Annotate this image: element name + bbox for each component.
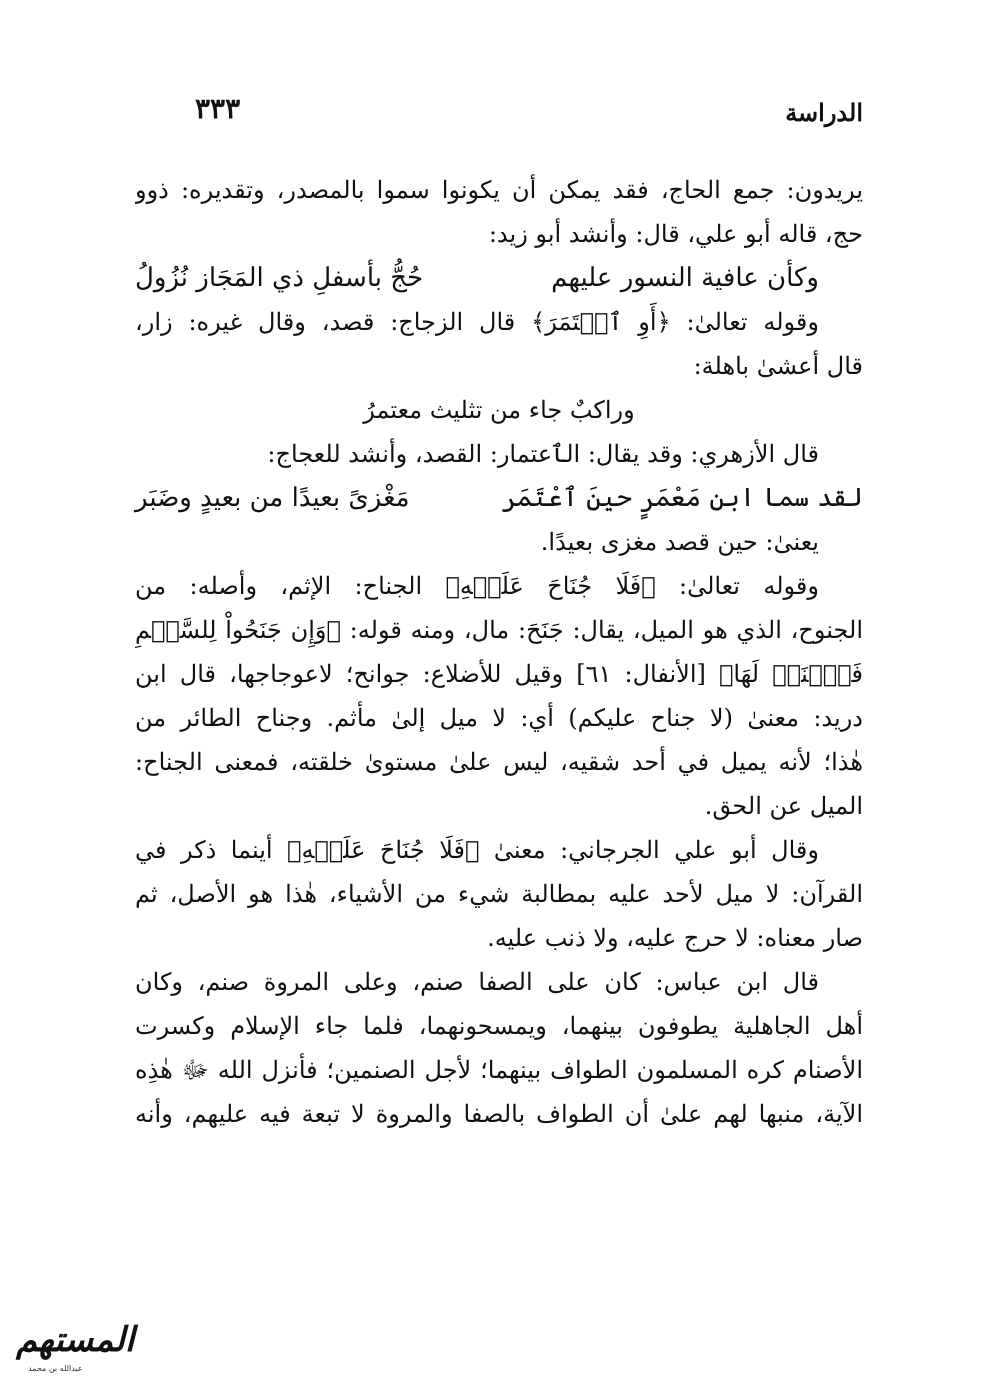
text-line: وقوله تعالىٰ: ﴿فَلَا جُنَاحَ عَلَيۡهِ﴾ الجناح: الإثم، وأصله: من: [135, 572, 819, 600]
text-line: يريدون: جمع الحاج، فقد يمكن أن يكونوا سموا بالمصدر، وتقديره: ذوو: [135, 176, 863, 204]
text-line: دريد: معنىٰ (لا جناح عليكم) أي: لا ميل إلىٰ مأثم. وجناح الطائر من: [135, 704, 863, 732]
text-line: الآية، منبها لهم علىٰ أن الطواف بالصفا والمروة لا تبعة فيه عليهم، وأنه: [135, 1100, 863, 1128]
verse-line: [135, 256, 863, 300]
page-number: ٣٣٣: [195, 92, 241, 125]
text-line: القرآن: لا ميل لأحد عليه بمطالبة شيء من الأشياء، هٰذا هو الأصل، ثم: [135, 880, 863, 908]
verse-line: [135, 476, 863, 520]
text-line: أهل الجاهلية يطوفون بينهما، ويمسحونهما، فلما جاء الإسلام وكسرت: [135, 1012, 863, 1040]
page-body: [135, 168, 863, 1136]
text-line: هٰذا؛ لأنه يميل في أحد شقيه، ليس علىٰ مستوىٰ خلقته، فمعنى الجناح:: [135, 748, 863, 776]
hemistich-first: لقد سما ابن مَعْمَرٍ حينَ ٱعْتَمَر: [501, 483, 863, 513]
text-line: حج، قاله أبو علي، قال: وأنشد أبو زيد:: [488, 220, 863, 248]
hemistich-second: مَغْزىً بعيدًا من بعيدٍ وضَبَر: [135, 483, 410, 513]
page-header: [135, 92, 863, 136]
hemistich-first: وكأن عافية النسور عليهم: [551, 263, 819, 293]
text-line: الجنوح، الذي هو الميل، يقال: جَنَحَ: مال، ومنه قوله: ﴿وَإِن جَنَحُواْ لِلسَّلۡمِ: [135, 616, 863, 644]
text-line: الأصنام كره المسلمون الطواف بينهما؛ لأجل الصنمين؛ فأنزل الله ﷻ هٰذِه: [135, 1056, 863, 1084]
text-line: يعنىٰ: حين قصد مغزى بعيدًا.: [540, 528, 819, 556]
text-line: وقال أبو علي الجرجاني: معنىٰ ﴿فَلَا جُنَاحَ عَلَيۡهِ﴾ أينما ذكر في: [135, 836, 819, 864]
text-line: قال الأزهري: وقد يقال: الٱعتمار: القصد، وأنشد للعجاج:: [267, 440, 819, 468]
text-line: فَٱجۡنَحۡ لَهَا﴾ [الأنفال: ٦١] وقيل للأضلاع: جوانح؛ لاعوجاجها، قال ابن: [135, 660, 863, 688]
hemistich-second: حُجُّ بأسفلِ ذي المَجَاز نُزُولُ: [135, 263, 424, 293]
page-title: الدراسة: [785, 98, 863, 127]
text-line: قال ابن عباس: كان على الصفا صنم، وعلى المروة صنم، وكان: [135, 968, 819, 996]
logo-text: المستهم: [16, 1320, 135, 1360]
text-line: وقوله تعالىٰ: ﴿أَوِ ٱعۡتَمَرَ﴾ قال الزجاج: قصد، وقال غيره: زار،: [135, 308, 819, 336]
logo-subtext: عبدالله بن محمد: [28, 1364, 83, 1373]
text-line: صار معناه: لا حرج عليه، ولا ذنب عليه.: [487, 924, 863, 952]
text-line: الميل عن الحق.: [704, 792, 863, 820]
publisher-logo: [6, 1320, 146, 1380]
verse-line: وراكبٌ جاء من تثليث معتمرُ: [363, 396, 635, 424]
text-line: قال أعشىٰ باهلة:: [693, 352, 863, 380]
